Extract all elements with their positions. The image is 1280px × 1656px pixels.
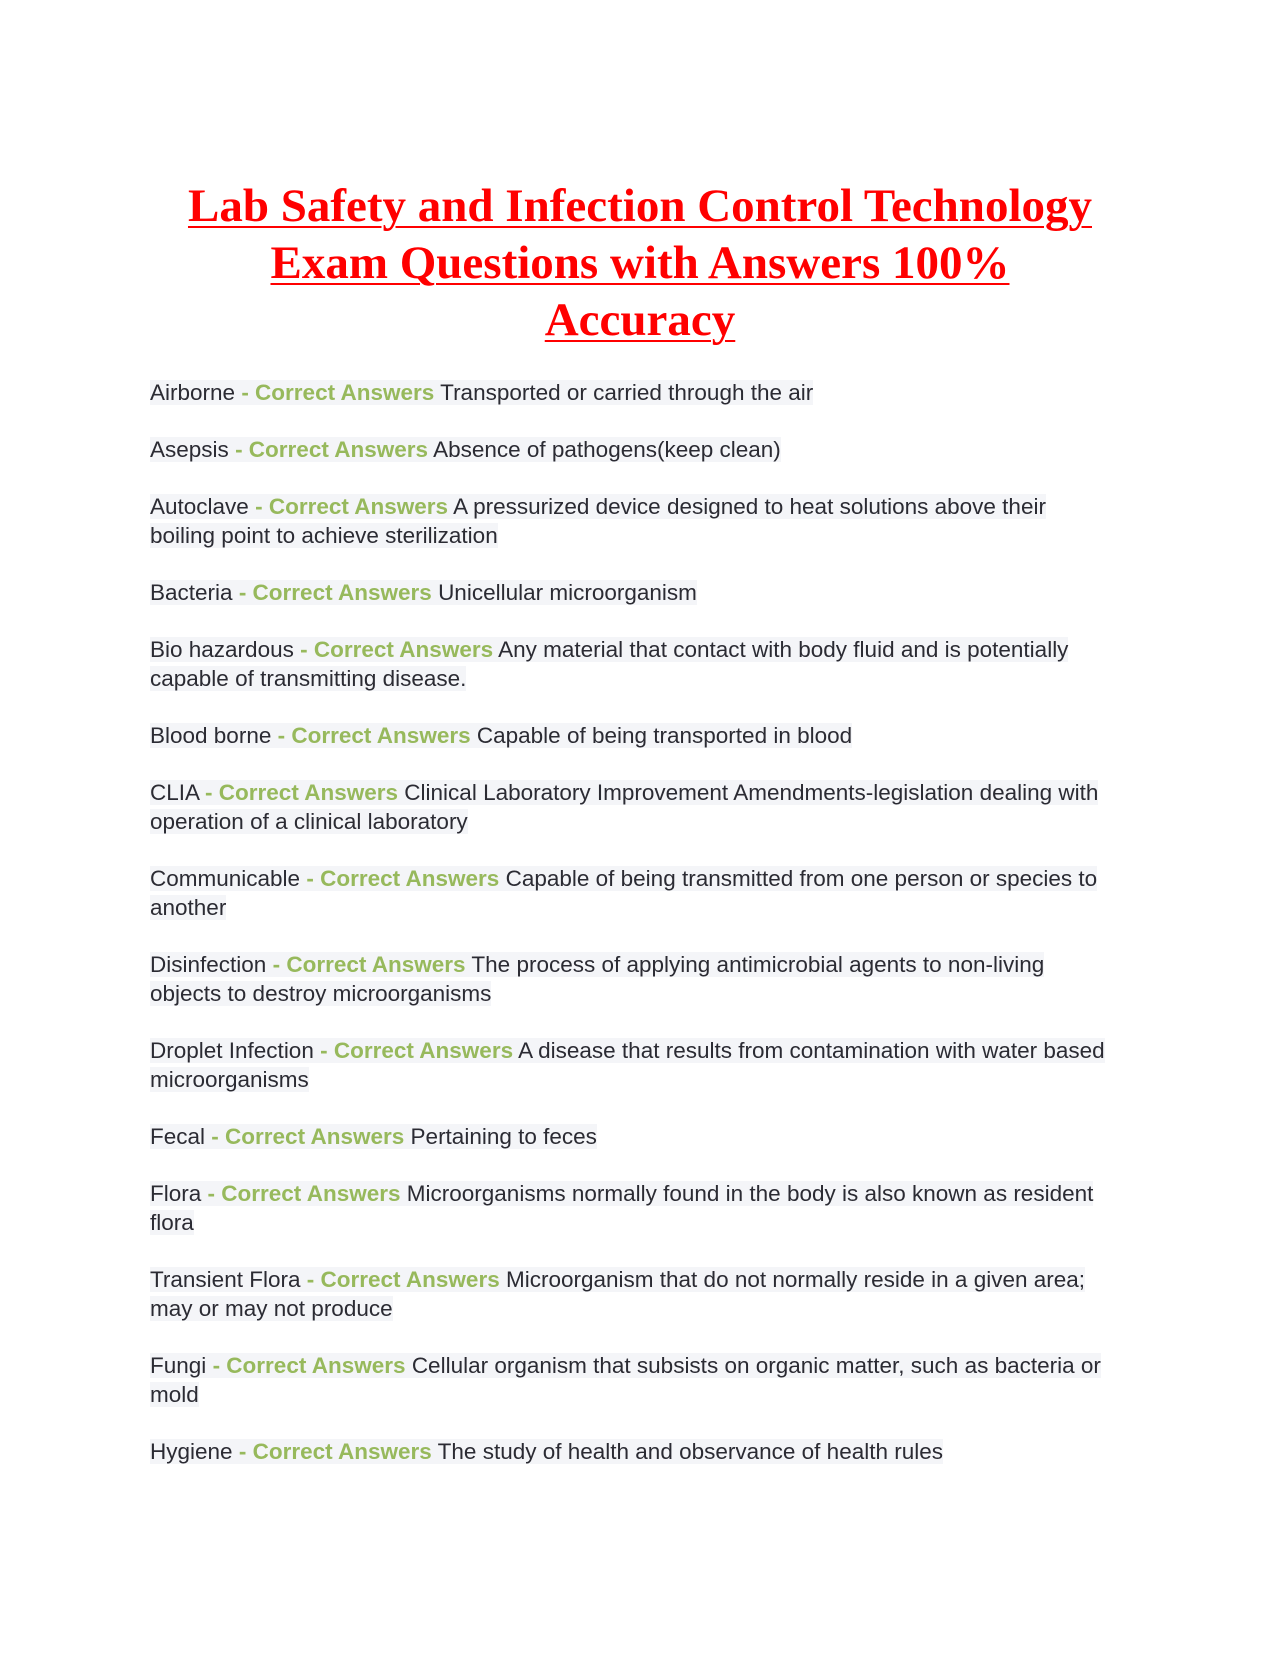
answer-separator: - Correct Answers (306, 1267, 500, 1292)
answer-separator: - Correct Answers (211, 1124, 405, 1149)
qa-entry-fecal (150, 1122, 1110, 1151)
definition: Microorganisms normally found in the body is also known as resident flora (150, 1181, 1094, 1235)
term: Communicable (150, 866, 301, 891)
definition: Clinical Laboratory Improvement Amendments-legislation dealing with operation of a clinical laboratory (150, 780, 1099, 834)
answer-separator: - Correct Answers (238, 580, 432, 605)
term: Fecal (150, 1124, 206, 1149)
title-line-2: Exam Questions with Answers 100% (270, 237, 1010, 289)
term: Disinfection (150, 952, 267, 977)
definition: A pressurized device designed to heat solutions above their boiling point to achieve sterilization (150, 494, 1046, 548)
title-line-1: Lab Safety and Infection Control Technology (187, 180, 1092, 232)
qa-entry-autoclave (150, 492, 1110, 550)
definition: Capable of being transmitted from one person or species to another (150, 866, 1098, 920)
answer-separator: - Correct Answers (235, 437, 429, 462)
qa-entry-droplet-infection (150, 1036, 1110, 1094)
qa-entry-fungi (150, 1351, 1110, 1409)
definition: Capable of being transported in blood (476, 723, 853, 748)
qa-entry-bio-hazardous (150, 635, 1110, 693)
document-title (150, 178, 1130, 349)
answer-separator: - Correct Answers (272, 952, 466, 977)
answer-separator: - Correct Answers (300, 637, 494, 662)
term: Droplet Infection (150, 1038, 314, 1063)
answer-separator: - Correct Answers (205, 780, 399, 805)
term: Fungi (150, 1353, 207, 1378)
qa-entry-disinfection (150, 950, 1110, 1008)
term: Airborne (150, 380, 236, 405)
answer-separator: - Correct Answers (277, 723, 471, 748)
term: Asepsis (150, 437, 229, 462)
definition: The process of applying antimicrobial agents to non-living objects to destroy microorganisms (150, 952, 1045, 1006)
qa-entry-airborne (150, 378, 1110, 407)
qa-entry-communicable (150, 864, 1110, 922)
qa-entry-asepsis (150, 435, 1110, 464)
term: Transient Flora (150, 1267, 301, 1292)
qa-entry-blood-borne (150, 721, 1110, 750)
term: Flora (150, 1181, 202, 1206)
term: CLIA (150, 780, 199, 805)
qa-entry-hygiene (150, 1437, 1110, 1466)
definition: Any material that contact with body fluid and is potentially capable of transmitting disease. (150, 637, 1069, 691)
definition: Pertaining to feces (410, 1124, 597, 1149)
definition: The study of health and observance of health rules (437, 1439, 943, 1464)
term: Bio hazardous (150, 637, 294, 662)
term: Autoclave (150, 494, 249, 519)
qa-entry-transient-flora (150, 1265, 1110, 1323)
term: Blood borne (150, 723, 272, 748)
qa-list (150, 378, 1110, 1494)
answer-separator: - Correct Answers (255, 494, 449, 519)
qa-entry-clia (150, 778, 1110, 836)
definition: Absence of pathogens(keep clean) (433, 437, 781, 462)
qa-entry-bacteria (150, 578, 1110, 607)
answer-separator: - Correct Answers (320, 1038, 514, 1063)
definition: Unicellular microorganism (438, 580, 697, 605)
qa-entry-flora (150, 1179, 1110, 1237)
definition: Transported or carried through the air (440, 380, 814, 405)
answer-separator: - Correct Answers (238, 1439, 432, 1464)
answer-separator: - Correct Answers (306, 866, 500, 891)
answer-separator: - Correct Answers (241, 380, 435, 405)
term: Hygiene (150, 1439, 233, 1464)
title-line-3: Accuracy (544, 294, 736, 346)
term: Bacteria (150, 580, 233, 605)
definition: Cellular organism that subsists on organic matter, such as bacteria or mold (150, 1353, 1101, 1407)
answer-separator: - Correct Answers (212, 1353, 406, 1378)
answer-separator: - Correct Answers (207, 1181, 401, 1206)
definition: A disease that results from contamination with water based microorganisms (150, 1038, 1105, 1092)
definition: Microorganism that do not normally reside in a given area; may or may not produce (150, 1267, 1086, 1321)
